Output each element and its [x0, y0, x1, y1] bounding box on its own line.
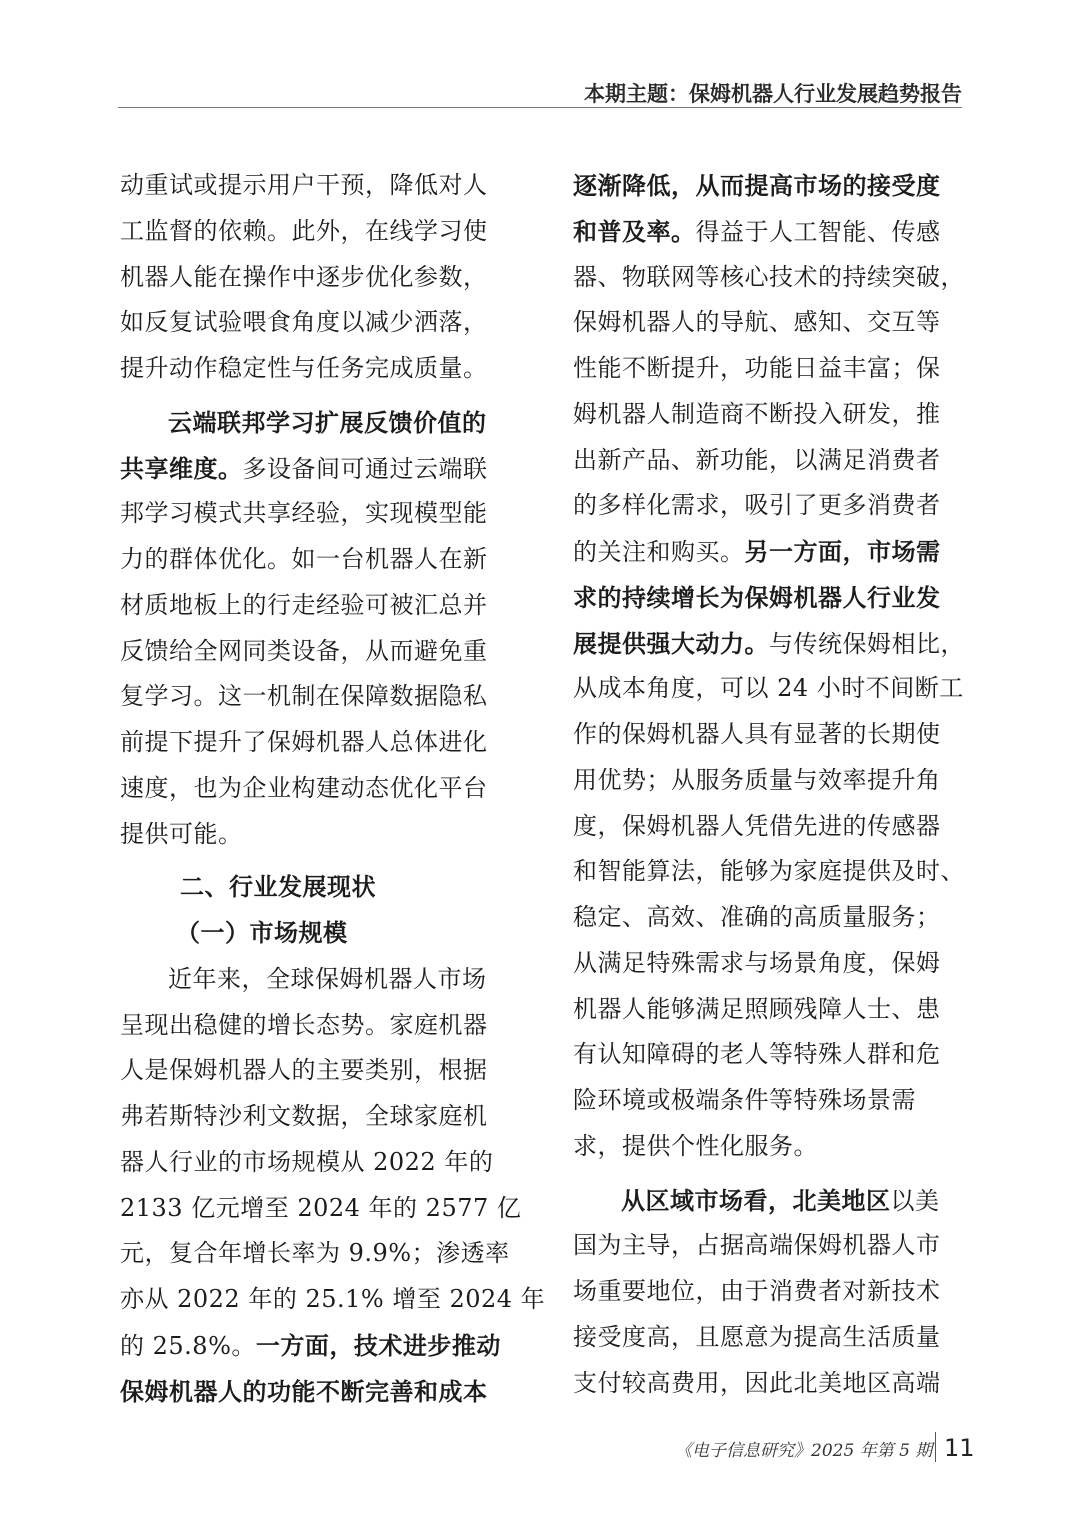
text-line: 器、物联网等核心技术的持续突破， — [573, 262, 965, 291]
text-line: 近年来，全球保姆机器人市场 — [168, 964, 487, 993]
text-line: 弗若斯特沙利文数据，全球家庭机 — [120, 1102, 488, 1130]
left-column — [120, 163, 546, 1414]
text-line: 亦从 2022 年的 25.1% 增至 2024 年 — [120, 1285, 546, 1313]
text-line: 作的保姆机器人具有显著的长期使 — [573, 720, 941, 748]
text-line: 机器人能够满足照顾残障人士、患 — [573, 994, 941, 1023]
text-line: 材质地板上的行走经验可被汇总并 — [120, 590, 488, 619]
page-number: 11 — [944, 1434, 975, 1462]
header-rule — [118, 107, 962, 108]
bold-line: 保姆机器人的功能不断完善和成本 — [120, 1376, 488, 1406]
text-line: 场重要地位，由于消费者对新技术 — [573, 1277, 941, 1305]
text-line: 机器人能在操作中逐步优化参数， — [120, 262, 488, 291]
text-line: 邦学习模式共享经验，实现模型能 — [120, 499, 488, 528]
text-line: 的关注和购买。另一方面，市场需 — [573, 537, 941, 566]
text-line: 求，提供个性化服务。 — [573, 1131, 818, 1160]
text-line: 出新产品、新功能，以满足消费者 — [573, 445, 941, 474]
text-line: 共享维度。多设备间可通过云端联 — [120, 453, 488, 483]
right-column — [573, 163, 963, 1406]
footer-divider — [935, 1432, 936, 1462]
text-line: 元，复合年增长率为 9.9%；渗透率 — [120, 1239, 510, 1268]
text-line: 前提下提升了保姆机器人总体进化 — [120, 728, 488, 756]
text-line: 和智能算法，能够为家庭提供及时、 — [573, 857, 965, 886]
text-line: 有认知障碍的老人等特殊人群和危 — [573, 1040, 941, 1069]
running-header: 本期主题：保姆机器人行业发展趋势报告 — [584, 82, 962, 106]
text-line: 从满足特殊需求与场景角度，保姆 — [573, 948, 941, 977]
text-line: 度，保姆机器人凭借先进的传感器 — [573, 811, 941, 840]
text-line: 提升动作稳定性与任务完成质量。 — [120, 354, 488, 382]
text-line: 国为主导，占据高端保姆机器人市 — [573, 1231, 941, 1260]
text-line: 用优势；从服务质量与效率提升角 — [573, 765, 941, 794]
section-heading: 二、行业发展现状 — [180, 873, 376, 902]
text-line: 展提供强大动力。与传统保姆相比， — [573, 628, 965, 658]
text-line: 力的群体优化。如一台机器人在新 — [120, 545, 488, 573]
text-line: 从成本角度，可以 24 小时不间断工 — [573, 674, 964, 703]
bold-line: 逐渐降低，从而提高市场的接受度 — [573, 171, 941, 200]
text-line: 器人行业的市场规模从 2022 年的 — [120, 1147, 494, 1176]
text-line: 如反复试验喂食角度以减少洒落， — [120, 308, 488, 337]
text-line: 性能不断提升，功能日益丰富；保 — [573, 354, 941, 382]
bold-lead-line: 云端联邦学习扩展反馈价值的 — [168, 407, 487, 437]
text-line: 2133 亿元增至 2024 年的 2577 亿 — [120, 1193, 522, 1222]
text-line: 动重试或提示用户干预，降低对人 — [120, 171, 488, 199]
bold-line: 求的持续增长为保姆机器人行业发 — [573, 582, 941, 612]
text-line: 从区域市场看，北美地区以美 — [621, 1185, 940, 1215]
text-line: 工监督的依赖。此外，在线学习使 — [120, 216, 488, 245]
text-line: 支付较高费用，因此北美地区高端 — [573, 1368, 941, 1397]
text-line: 险环境或极端条件等特殊场景需 — [573, 1086, 916, 1114]
text-line: 复学习。这一机制在保障数据隐私 — [120, 682, 488, 711]
text-line: 接受度高，且愿意为提高生活质量 — [573, 1322, 941, 1351]
text-line: 的多样化需求，吸引了更多消费者 — [573, 491, 941, 520]
text-line: 提供可能。 — [120, 819, 243, 848]
subsection-heading: （一）市场规模 — [176, 919, 348, 947]
text-line: 反馈给全网同类设备，从而避免重 — [120, 636, 488, 665]
journal-footer: 《电子信息研究》2025 年第 5 期 — [675, 1441, 933, 1461]
text-line: 人是保姆机器人的主要类别，根据 — [120, 1056, 488, 1085]
text-line: 和普及率。得益于人工智能、传感 — [573, 216, 941, 246]
text-line: 速度，也为企业构建动态优化平台 — [120, 773, 488, 802]
text-line: 姆机器人制造商不断投入研发，推 — [573, 399, 941, 428]
text-line: 稳定、高效、准确的高质量服务； — [573, 903, 941, 931]
text-line: 保姆机器人的导航、感知、交互等 — [573, 308, 941, 337]
text-line: 的 25.8%。一方面，技术进步推动 — [120, 1330, 501, 1360]
text-line: 呈现出稳健的增长态势。家庭机器 — [120, 1010, 488, 1039]
